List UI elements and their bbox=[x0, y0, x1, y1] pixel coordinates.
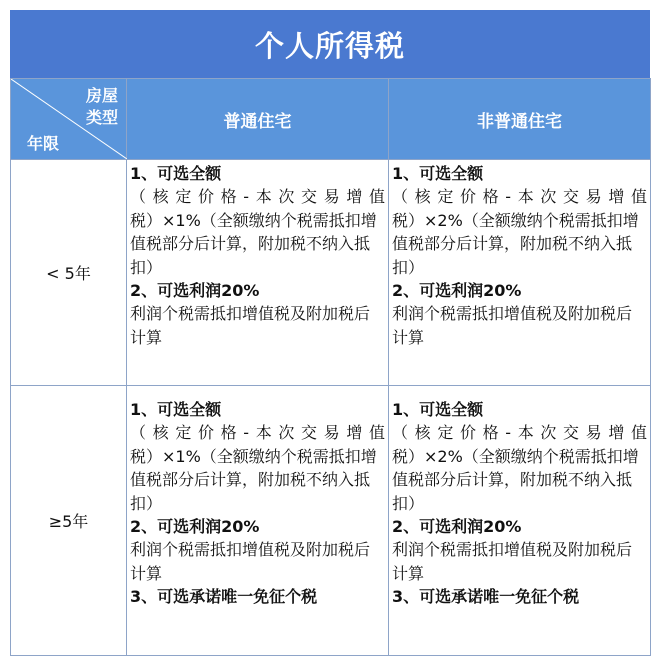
option-1-desc-a: （核定价格-本次交易增值 bbox=[392, 423, 647, 443]
option-1-desc-b: 税）×1%（全额缴纳个税需抵扣增值税部分后计算，附加税不纳入抵扣） bbox=[130, 446, 377, 513]
corner-label-type: 类型 bbox=[85, 108, 118, 127]
years-cell: ≥5年 bbox=[11, 386, 127, 656]
option-1: 1、可选全额 bbox=[392, 400, 484, 419]
table-row bbox=[11, 160, 651, 386]
option-1-desc-b: 税）×2%（全额缴纳个税需抵扣增值税部分后计算，附加税不纳入抵扣） bbox=[392, 210, 639, 277]
normal-cell bbox=[127, 160, 389, 386]
option-1-desc-a: （核定价格-本次交易增值 bbox=[130, 423, 385, 443]
option-3: 3、可选承诺唯一免征个税 bbox=[130, 587, 318, 607]
option-1: 1、可选全额 bbox=[392, 164, 484, 183]
option-1: 1、可选全额 bbox=[130, 400, 222, 419]
option-2-desc: 利润个税需抵扣增值税及附加税后计算 bbox=[130, 540, 371, 583]
option-2-desc: 利润个税需抵扣增值税及附加税后计算 bbox=[392, 304, 633, 347]
option-2: 2、可选利润20% bbox=[130, 517, 260, 537]
option-1: 1、可选全额 bbox=[130, 164, 222, 183]
option-2: 2、可选利润20% bbox=[392, 517, 522, 537]
table-title: 个人所得税 bbox=[10, 10, 650, 78]
corner-bottom-label: 年限 bbox=[27, 134, 60, 153]
option-1-desc-b: 税）×1%（全额缴纳个税需抵扣增值税部分后计算，附加税不纳入抵扣） bbox=[130, 210, 377, 277]
option-2: 2、可选利润20% bbox=[392, 281, 522, 301]
normal-cell bbox=[127, 386, 389, 656]
option-1-desc-b: 税）×2%（全额缴纳个税需抵扣增值税部分后计算，附加税不纳入抵扣） bbox=[392, 446, 639, 513]
nonnormal-cell bbox=[389, 386, 651, 656]
option-2-desc: 利润个税需抵扣增值税及附加税后计算 bbox=[392, 540, 633, 583]
option-2-desc: 利润个税需抵扣增值税及附加税后计算 bbox=[130, 304, 371, 347]
option-1-desc-a: （核定价格-本次交易增值 bbox=[130, 187, 385, 207]
tax-table bbox=[10, 78, 651, 656]
header-row bbox=[11, 79, 651, 160]
column-header-nonnormal: 非普通住宅 bbox=[389, 79, 651, 160]
option-1-desc-a: （核定价格-本次交易增值 bbox=[392, 187, 647, 207]
option-2: 2、可选利润20% bbox=[130, 281, 260, 301]
table-row bbox=[11, 386, 651, 656]
years-cell: < 5年 bbox=[11, 160, 127, 386]
corner-top-label bbox=[86, 85, 118, 129]
corner-label-house: 房屋 bbox=[85, 86, 118, 105]
nonnormal-cell bbox=[389, 160, 651, 386]
column-header-normal: 普通住宅 bbox=[127, 79, 389, 160]
corner-header bbox=[11, 79, 127, 160]
option-3: 3、可选承诺唯一免征个税 bbox=[392, 587, 580, 607]
